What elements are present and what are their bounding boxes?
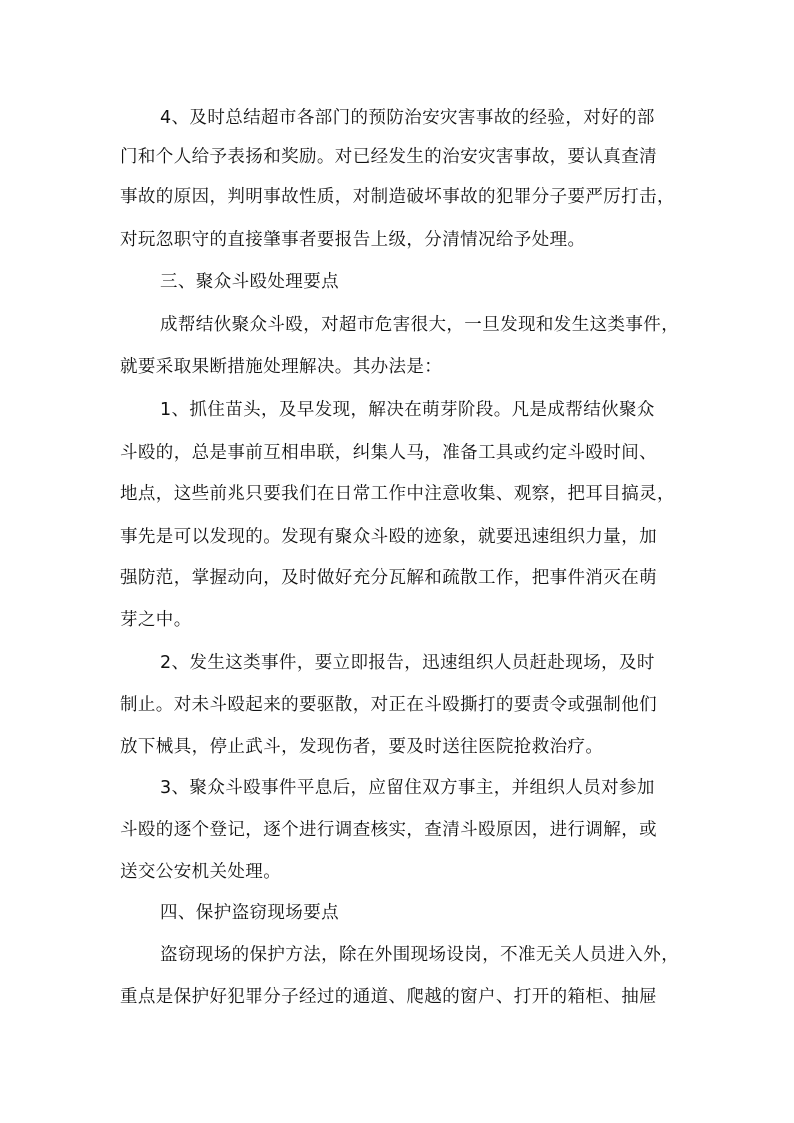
paragraph-line: 强防范，掌握动向，及时做好充分瓦解和疏散工作，把事件消灭在萌 [120, 568, 657, 588]
paragraph-line: 事故的原因，判明事故性质，对制造破坏事故的犯罪分子要严厉打击， [120, 187, 675, 207]
paragraph-line: 重点是保护好犯罪分子经过的通道、爬越的窗户、打开的箱柜、抽屉 [120, 987, 657, 1007]
paragraph-line: 放下械具，停止武斗，发现伤者，要及时送往医院抢救治疗。 [120, 737, 604, 757]
paragraph-line: 1、抓住苗头，及早发现，解决在萌芽阶段。凡是成帮结伙聚众 [160, 400, 655, 420]
paragraph-line: 对玩忽职守的直接肇事者要报告上级，分清情况给予处理。 [120, 230, 586, 250]
paragraph-line: 斗殴的，总是事前互相串联，纠集人马，准备工具或约定斗殴时间、 [120, 443, 657, 463]
paragraph-line: 盗窃现场的保护方法，除在外围现场设岗，不准无关人员进入外， [160, 945, 680, 965]
paragraph-line: 制止。对未斗殴起来的要驱散，对正在斗殴撕打的要责令或强制他们 [120, 695, 657, 715]
paragraph-line: 2、发生这类事件，要立即报告，迅速组织人员赶赴现场，及时 [160, 653, 655, 673]
paragraph-line: 就要采取果断措施处理解决。其办法是： [120, 357, 443, 377]
paragraph-line: 事先是可以发现的。发现有聚众斗殴的迹象，就要迅速组织力量，加 [120, 527, 657, 547]
paragraph-line: 3、聚众斗殴事件平息后，应留住双方事主，并组织人员对参加 [160, 778, 655, 798]
paragraph-line: 成帮结伙聚众斗殴，对超市危害很大，一旦发现和发生这类事件， [160, 315, 680, 335]
paragraph-line: 送交公安机关处理。 [120, 862, 282, 882]
paragraph-line: 门和个人给予表扬和奖励。对已经发生的治安灾害事故，要认真查清 [120, 147, 657, 167]
paragraph-line: 地点，这些前兆只要我们在日常工作中注意收集、观察，把耳目搞灵， [120, 484, 675, 504]
paragraph-line: 斗殴的逐个登记，逐个进行调查核实，查清斗殴原因，进行调解，或 [120, 820, 657, 840]
section-heading: 四、保护盗窃现场要点 [160, 903, 339, 923]
paragraph-line: 4、及时总结超市各部门的预防治安灾害事故的经验，对好的部 [160, 108, 655, 128]
section-heading: 三、聚众斗殴处理要点 [160, 272, 339, 292]
paragraph-line: 芽之中。 [120, 610, 192, 630]
